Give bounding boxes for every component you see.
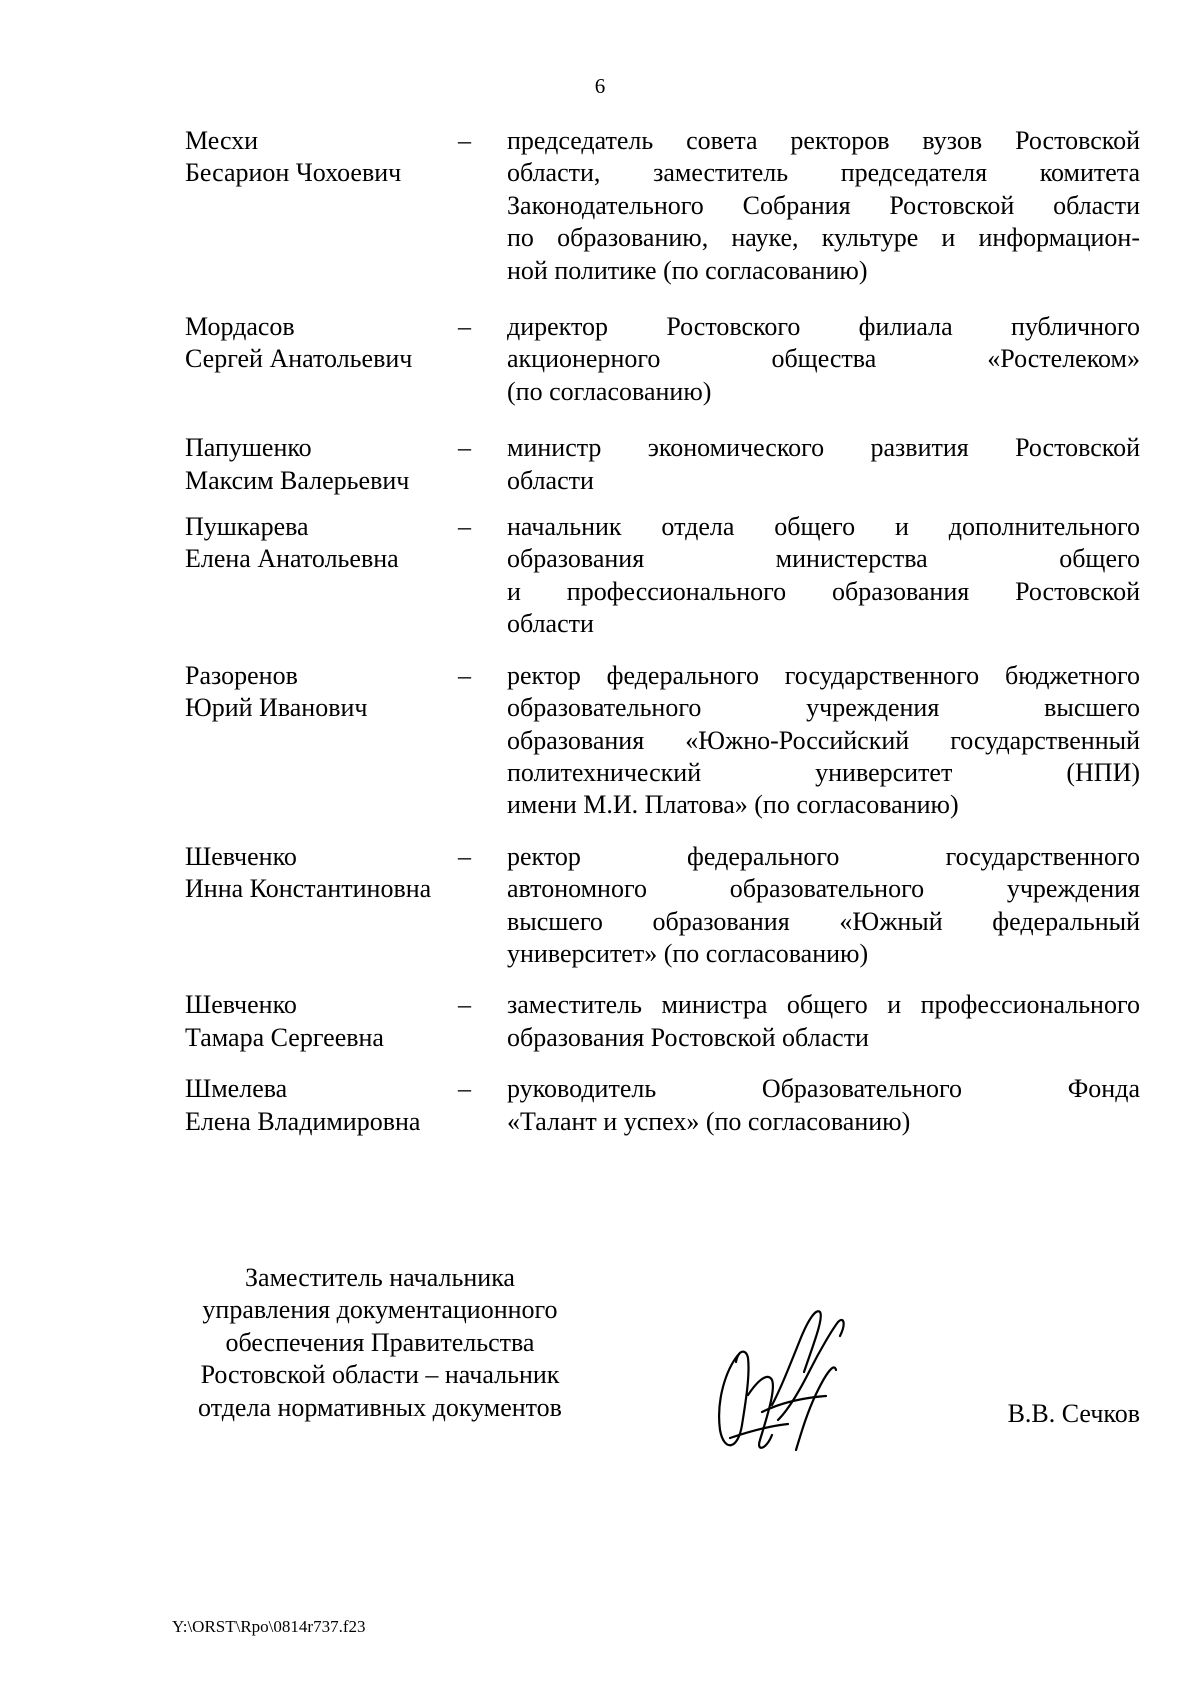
member-name (185, 989, 458, 1054)
role-line: начальник отдела общего и дополнительного (507, 512, 1140, 542)
role-line: и профессионального образования Ростовской (507, 576, 1140, 606)
member-dash: – (458, 433, 471, 463)
member-entry (185, 125, 1140, 287)
member-dash: – (458, 512, 471, 542)
member-given-names: Максим Валерьевич (185, 465, 410, 495)
role-line: «Талант и успех» (по согласованию) (507, 1106, 911, 1136)
member-given-names: Елена Анатольевна (185, 544, 399, 574)
member-dash: – (458, 990, 471, 1020)
role-line: Законодательного Собрания Ростовской области (507, 190, 1140, 220)
member-entry (185, 511, 1140, 641)
member-name (185, 841, 458, 971)
role-line: (по согласованию) (507, 376, 712, 406)
role-line: акционерного общества «Ростелеком» (507, 344, 1140, 374)
member-role (507, 125, 1140, 287)
member-name (185, 511, 458, 641)
member-name (185, 125, 458, 287)
role-line: ной политике (по согласованию) (507, 255, 868, 285)
role-line: ректор федерального государственного бюджетного (507, 660, 1140, 690)
role-line: имени М.И. Платова» (по согласованию) (507, 790, 959, 820)
position-line: отдела нормативных документов (198, 1392, 562, 1422)
role-line: председатель совета ректоров вузов Ростовской (507, 126, 1140, 155)
role-line: образовательного учреждения высшего (507, 693, 1140, 723)
role-line: автономного образовательного учреждения (507, 874, 1140, 904)
role-line: политехнический университет (НПИ) (507, 757, 1140, 787)
member-dash: – (458, 1074, 471, 1104)
position-line: Ростовской области – начальник (200, 1360, 560, 1390)
member-dash: – (458, 841, 471, 871)
role-line: заместитель министра общего и профессионального (507, 990, 1140, 1020)
role-line: директор Ростовского филиала публичного (507, 312, 1140, 342)
member-entry (185, 660, 1140, 822)
member-dash: – (458, 312, 471, 342)
member-entry (185, 311, 1140, 408)
member-name (185, 311, 458, 408)
member-name (185, 1073, 458, 1138)
member-role (507, 432, 1140, 497)
member-given-names: Елена Владимировна (185, 1106, 421, 1136)
role-line: университет» (по согласованию) (507, 938, 869, 968)
member-surname: Папушенко (185, 433, 312, 463)
member-given-names: Бесарион Чохоевич (185, 158, 402, 188)
role-line: области (507, 465, 594, 495)
member-role (507, 511, 1140, 641)
role-line: ректор федерального государственного (507, 841, 1140, 871)
member-given-names: Тамара Сергеевна (185, 1022, 384, 1052)
member-role (507, 660, 1140, 822)
role-line: министр экономического развития Ростовской (507, 433, 1140, 463)
file-path: Y:\ORST\Rpo\0814r737.f23 (172, 1617, 366, 1636)
member-entry (185, 1073, 1140, 1138)
role-line: по образованию, науке, культуре и информацион- (507, 223, 1140, 253)
commission-members-list (185, 125, 1140, 1138)
position-line: Заместитель начальника (245, 1263, 515, 1292)
member-surname: Пушкарева (185, 512, 309, 542)
member-surname: Шмелева (185, 1074, 288, 1104)
member-role (507, 841, 1140, 971)
handwritten-signature (708, 1300, 858, 1460)
member-entry (185, 841, 1140, 971)
role-line: образования министерства общего (507, 544, 1140, 574)
page-number: 6 (594, 74, 606, 98)
member-role (507, 311, 1140, 408)
member-surname: Шевченко (185, 990, 297, 1020)
signatory-position (170, 1262, 590, 1424)
role-line: высшего образования «Южный федеральный (507, 906, 1140, 936)
role-line: области, заместитель председателя комитета (507, 158, 1140, 188)
member-role (507, 1073, 1140, 1138)
member-surname: Месхи (185, 126, 259, 155)
member-name (185, 432, 458, 497)
role-line: образования «Южно-Российский государственный (507, 725, 1140, 755)
signatory-name: В.В. Сечков (1007, 1399, 1140, 1428)
member-given-names: Инна Константиновна (185, 874, 432, 904)
member-role (507, 989, 1140, 1054)
member-surname: Разоренов (185, 660, 298, 690)
role-line: области (507, 609, 594, 639)
member-given-names: Сергей Анатольевич (185, 344, 413, 374)
member-surname: Мордасов (185, 312, 295, 342)
role-line: образования Ростовской области (507, 1022, 869, 1052)
member-dash: – (458, 126, 471, 155)
member-surname: Шевченко (185, 841, 297, 871)
member-name (185, 660, 458, 822)
position-line: управления документационного (202, 1295, 558, 1325)
member-entry (185, 989, 1140, 1054)
member-entry (185, 432, 1140, 497)
position-line: обеспечения Правительства (225, 1327, 535, 1357)
member-given-names: Юрий Иванович (185, 693, 368, 723)
role-line: руководитель Образовательного Фонда (507, 1074, 1140, 1104)
member-dash: – (458, 660, 471, 690)
